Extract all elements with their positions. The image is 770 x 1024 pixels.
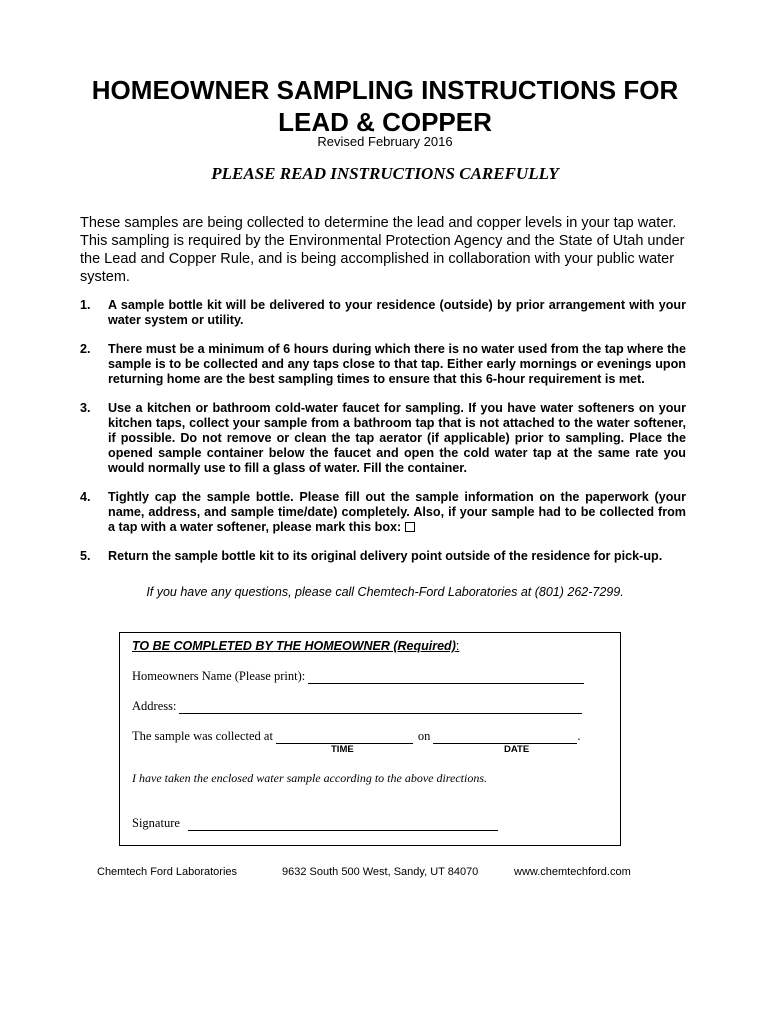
form-heading [132, 639, 459, 653]
signature-row [132, 816, 498, 831]
address-row [132, 699, 582, 714]
instruction-step-4 [80, 490, 686, 535]
step-number: 4. [80, 490, 91, 504]
attestation-text: I have taken the enclosed water sample according to the above directions. [132, 771, 488, 785]
name-field[interactable] [308, 671, 584, 684]
step-number: 1. [80, 298, 91, 312]
signature-label: Signature [132, 816, 180, 830]
step-number: 2. [80, 342, 91, 356]
intro-paragraph: These samples are being collected to determine the lead and copper levels in your tap water. This sampling is required by the Environmental Protection Agency and the State of Utah under the Lead and Copper Rule, and is being accomplished in collaboration with your public water system. [80, 215, 685, 285]
on-label: on [417, 729, 431, 743]
step-text: Tightly cap the sample bottle. Please fill out the sample information on the paperwork (your name, address, and sample time/date) completely. Also, if your sample had to be collected from a tap with a water softener, please mark this box: [108, 490, 686, 534]
step-text: Use a kitchen or bathroom cold-water faucet for sampling. If you have water softeners on your kitchen taps, collect your sample from a bathroom tap that is not attached to the water softener, if possible. Do not remove or clean the tap aerator (if applicable) prior to sampling. Place the opened sample container below the faucet and open the cold water tap at the same rate you would normally use to fill a glass of water. Fill the container. [108, 401, 686, 475]
address-field[interactable] [179, 701, 582, 714]
end-period: . [577, 729, 581, 743]
signature-field[interactable] [188, 818, 498, 831]
form-heading-text: TO BE COMPLETED BY THE HOMEOWNER (Required) [132, 639, 456, 653]
footer-address: 9632 South 500 West, Sandy, UT 84070 [282, 866, 479, 878]
collected-label: The sample was collected at [132, 729, 273, 743]
step-text: Return the sample bottle kit to its original delivery point outside of the residence for pick-up. [108, 549, 663, 563]
time-field[interactable] [276, 731, 413, 744]
revision-date: Revised February 2016 [317, 134, 453, 149]
title-line-1: HOMEOWNER SAMPLING INSTRUCTIONS FOR [91, 75, 679, 105]
instruction-step-2 [80, 342, 686, 387]
instruction-step-5 [80, 549, 686, 564]
time-caption: TIME [331, 744, 354, 755]
footer-website[interactable]: www.chemtechford.com [514, 866, 631, 878]
form-heading-colon: : [455, 639, 460, 653]
instruction-list [80, 298, 686, 578]
page-title [0, 74, 770, 138]
title-line-2: LEAD & COPPER [278, 107, 492, 137]
step-number: 5. [80, 549, 91, 563]
name-label: Homeowners Name (Please print): [132, 669, 306, 683]
address-label: Address: [132, 699, 177, 713]
water-softener-checkbox[interactable] [405, 522, 415, 532]
step-text: A sample bottle kit will be delivered to your residence (outside) by prior arrangement with your water system or utility. [108, 298, 686, 327]
step-text: There must be a minimum of 6 hours during which there is no water used from the tap where the sample is to be collected and any taps close to that tap. Either early mornings or evenings upon returning home are the best sampling times to ensure that this 6-hour requirement is met. [108, 342, 686, 386]
instruction-step-3 [80, 401, 686, 476]
footer-company: Chemtech Ford Laboratories [97, 866, 238, 878]
homeowner-form [119, 632, 621, 846]
collected-row [132, 729, 581, 744]
step-text-wrapper [108, 490, 686, 535]
date-caption: DATE [504, 744, 530, 755]
step-number: 3. [80, 401, 91, 415]
contact-note: If you have any questions, please call Chemtech-Ford Laboratories at (801) 262-7299. [146, 585, 624, 599]
name-row [132, 669, 584, 684]
read-carefully-notice: PLEASE READ INSTRUCTIONS CAREFULLY [211, 164, 559, 183]
instruction-step-1 [80, 298, 686, 328]
date-field[interactable] [433, 731, 577, 744]
